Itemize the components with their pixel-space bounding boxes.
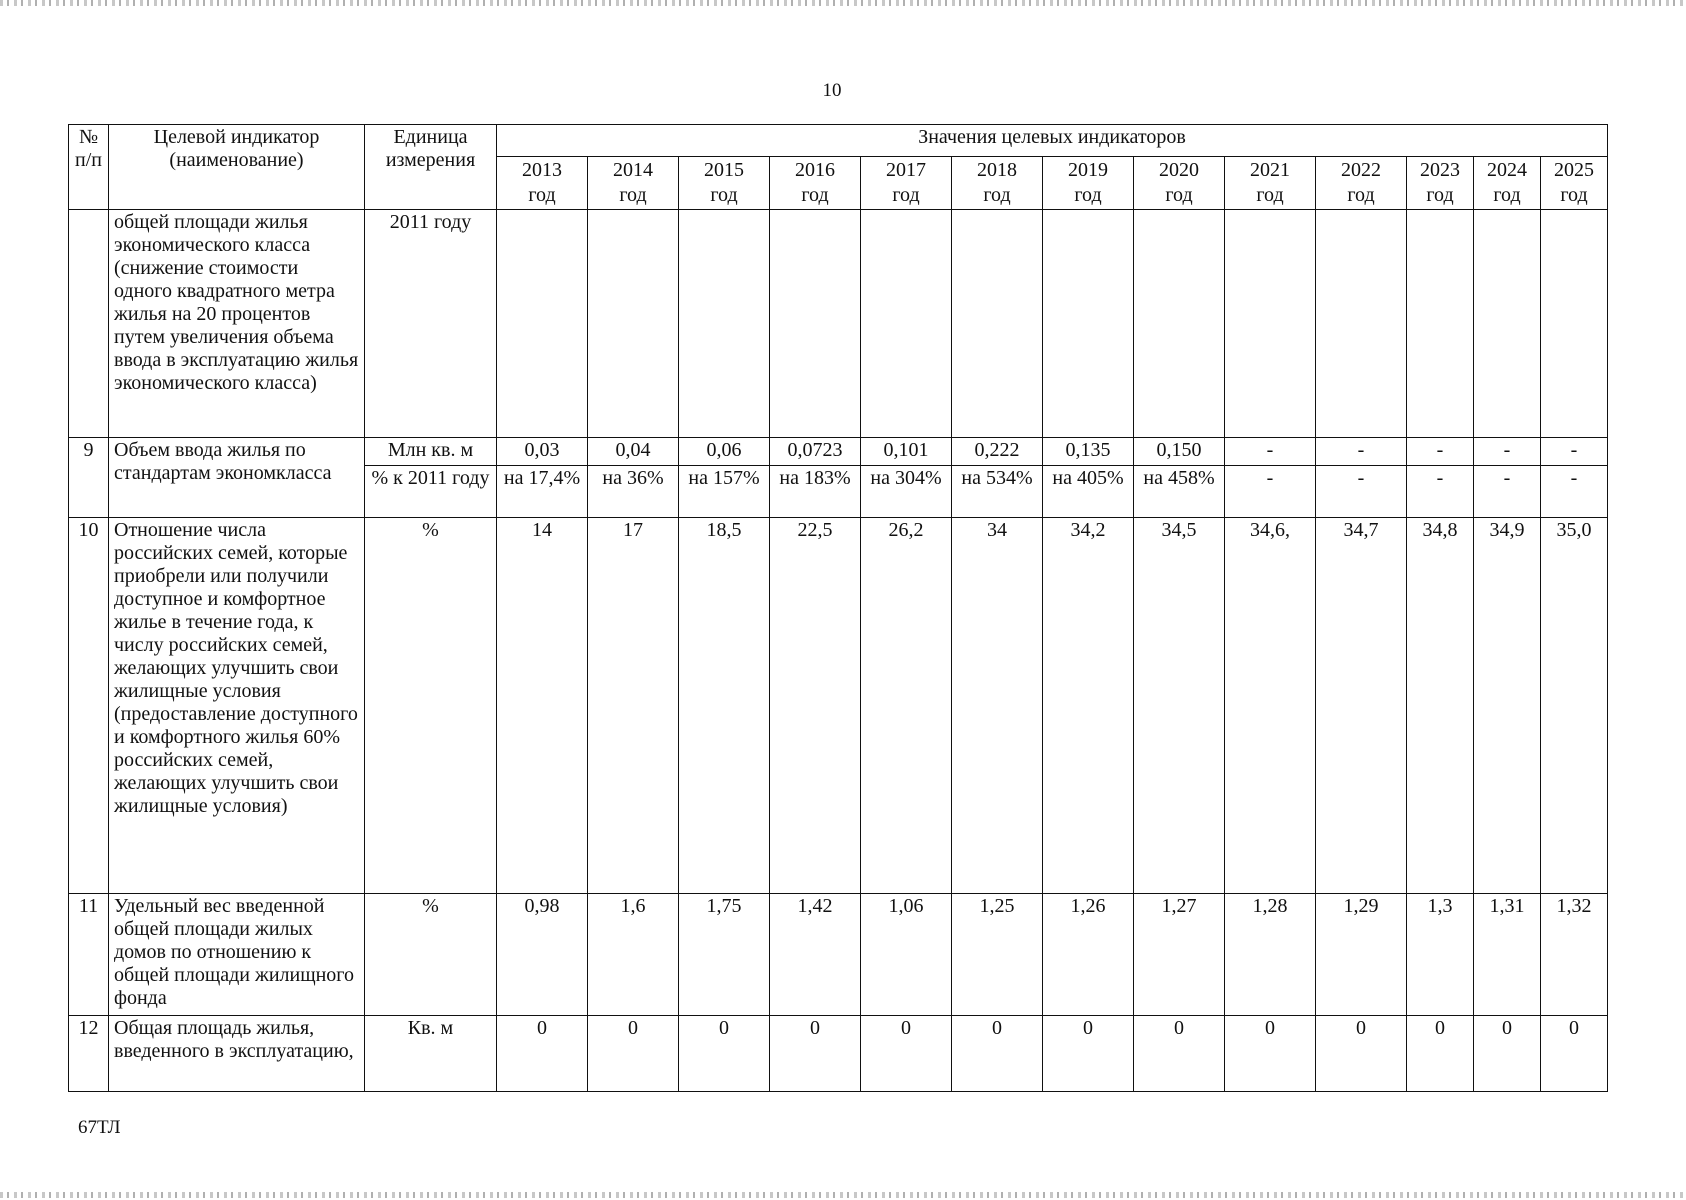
row-value: 0,222 [952,438,1043,466]
row-value: 0 [1541,1016,1608,1092]
row-num: 11 [69,894,109,1016]
header-year: 2025 год [1541,157,1608,210]
row-value [1316,210,1407,438]
header-unit: Единица измерения [365,125,497,210]
header-year: 2017 год [861,157,952,210]
row-value [861,210,952,438]
row-value: 1,29 [1316,894,1407,1016]
row-value: 0 [497,1016,588,1092]
row-indicator-name: Объем ввода жилья по стандартам экономкласса [109,438,365,518]
row-value: на 534% [952,466,1043,518]
row-value: - [1316,438,1407,466]
row-value: 0 [861,1016,952,1092]
indicators-table [68,124,1608,1092]
row-indicator-name: Общая площадь жилья, введенного в эксплуатацию, [109,1016,365,1092]
row-value: 14 [497,518,588,894]
row-value: 0,135 [1043,438,1134,466]
row-value: 1,31 [1474,894,1541,1016]
row-value: 0 [770,1016,861,1092]
row-value: 34,6, [1225,518,1316,894]
row-value: 34,7 [1316,518,1407,894]
scan-edge-top [0,0,1686,6]
row-value: - [1407,438,1474,466]
row-indicator-name: Отношение числа российских семей, которые приобрели или получили доступное и комфортное жилье в течение года, к числу российских семей, желающих улучшить свои жилищные условия (предоставление доступного и комфортного жилья 60% российских семей, желающих улучшить свои жилищные условия) [109,518,365,894]
row-value [1474,210,1541,438]
row-value: 1,06 [861,894,952,1016]
row-value: - [1541,438,1608,466]
row-value: на 36% [588,466,679,518]
row-value: - [1225,466,1316,518]
row-unit: % [365,518,497,894]
header-year: 2020 год [1134,157,1225,210]
row-value: 34,8 [1407,518,1474,894]
row-value: - [1541,466,1608,518]
row-value: 0 [1316,1016,1407,1092]
table-row [69,438,1608,466]
row-value: - [1316,466,1407,518]
row-value: - [1474,438,1541,466]
page-number: 10 [822,80,842,101]
header-year: 2024 год [1474,157,1541,210]
row-unit: 2011 году [365,210,497,438]
row-value: 22,5 [770,518,861,894]
row-value: 26,2 [861,518,952,894]
row-value [1407,210,1474,438]
row-unit: Млн кв. м [365,438,497,466]
row-value [952,210,1043,438]
row-unit: % [365,894,497,1016]
row-value: 0 [1474,1016,1541,1092]
row-value: 34,5 [1134,518,1225,894]
header-year: 2014 год [588,157,679,210]
row-value: 1,28 [1225,894,1316,1016]
header-year: 2023 год [1407,157,1474,210]
row-value: 34,2 [1043,518,1134,894]
header-year: 2013 год [497,157,588,210]
header-values-group: Значения целевых индикаторов [497,125,1608,157]
header-year: 2021 год [1225,157,1316,210]
row-value: на 405% [1043,466,1134,518]
row-value: 0 [1134,1016,1225,1092]
row-value: 34 [952,518,1043,894]
row-value: 0,150 [1134,438,1225,466]
row-value: 0 [1225,1016,1316,1092]
row-value: 1,27 [1134,894,1225,1016]
header-year: 2018 год [952,157,1043,210]
row-value: 0,0723 [770,438,861,466]
footer-code: 67ТЛ [78,1117,121,1138]
table-row [69,518,1608,894]
row-num: 9 [69,438,109,518]
header-year: 2019 год [1043,157,1134,210]
row-value: 1,75 [679,894,770,1016]
row-value [497,210,588,438]
row-value: 0,03 [497,438,588,466]
row-value: - [1474,466,1541,518]
row-value: - [1407,466,1474,518]
row-value: 1,25 [952,894,1043,1016]
row-value: 1,32 [1541,894,1608,1016]
row-value: 1,3 [1407,894,1474,1016]
row-unit: % к 2011 году [365,466,497,518]
row-value [1541,210,1608,438]
row-value [1043,210,1134,438]
row-value: 0 [588,1016,679,1092]
row-value: на 17,4% [497,466,588,518]
row-num [69,210,109,438]
row-value: 0 [1407,1016,1474,1092]
header-num: № п/п [69,125,109,210]
header-year: 2022 год [1316,157,1407,210]
row-value: 0,04 [588,438,679,466]
row-value [588,210,679,438]
row-value [1134,210,1225,438]
row-value: 17 [588,518,679,894]
table-row [69,894,1608,1016]
row-value [1225,210,1316,438]
row-value: 1,26 [1043,894,1134,1016]
row-value: - [1225,438,1316,466]
row-value [679,210,770,438]
row-value: на 157% [679,466,770,518]
row-value: 0,101 [861,438,952,466]
row-value: 0 [1043,1016,1134,1092]
row-value: 0,06 [679,438,770,466]
row-unit: Кв. м [365,1016,497,1092]
row-num: 10 [69,518,109,894]
row-value: 35,0 [1541,518,1608,894]
row-value: 1,6 [588,894,679,1016]
header-year: 2015 год [679,157,770,210]
row-indicator-name: общей площади жилья экономического класса (снижение стоимости одного квадратного метра жилья на 20 процентов путем увеличения объема ввода в эксплуатацию жилья экономического класса) [109,210,365,438]
row-value: 0 [952,1016,1043,1092]
row-value: на 183% [770,466,861,518]
row-value: 34,9 [1474,518,1541,894]
scan-edge-bottom [0,1192,1686,1198]
row-value: 0 [679,1016,770,1092]
table-row [69,1016,1608,1092]
row-num: 12 [69,1016,109,1092]
row-value: 0,98 [497,894,588,1016]
table-row [69,210,1608,438]
row-value [770,210,861,438]
row-value: на 304% [861,466,952,518]
row-indicator-name: Удельный вес введенной общей площади жилых домов по отношению к общей площади жилищного фонда [109,894,365,1016]
row-value: 1,42 [770,894,861,1016]
row-value: 18,5 [679,518,770,894]
row-value: на 458% [1134,466,1225,518]
header-year: 2016 год [770,157,861,210]
header-indicator: Целевой индикатор (наименование) [109,125,365,210]
